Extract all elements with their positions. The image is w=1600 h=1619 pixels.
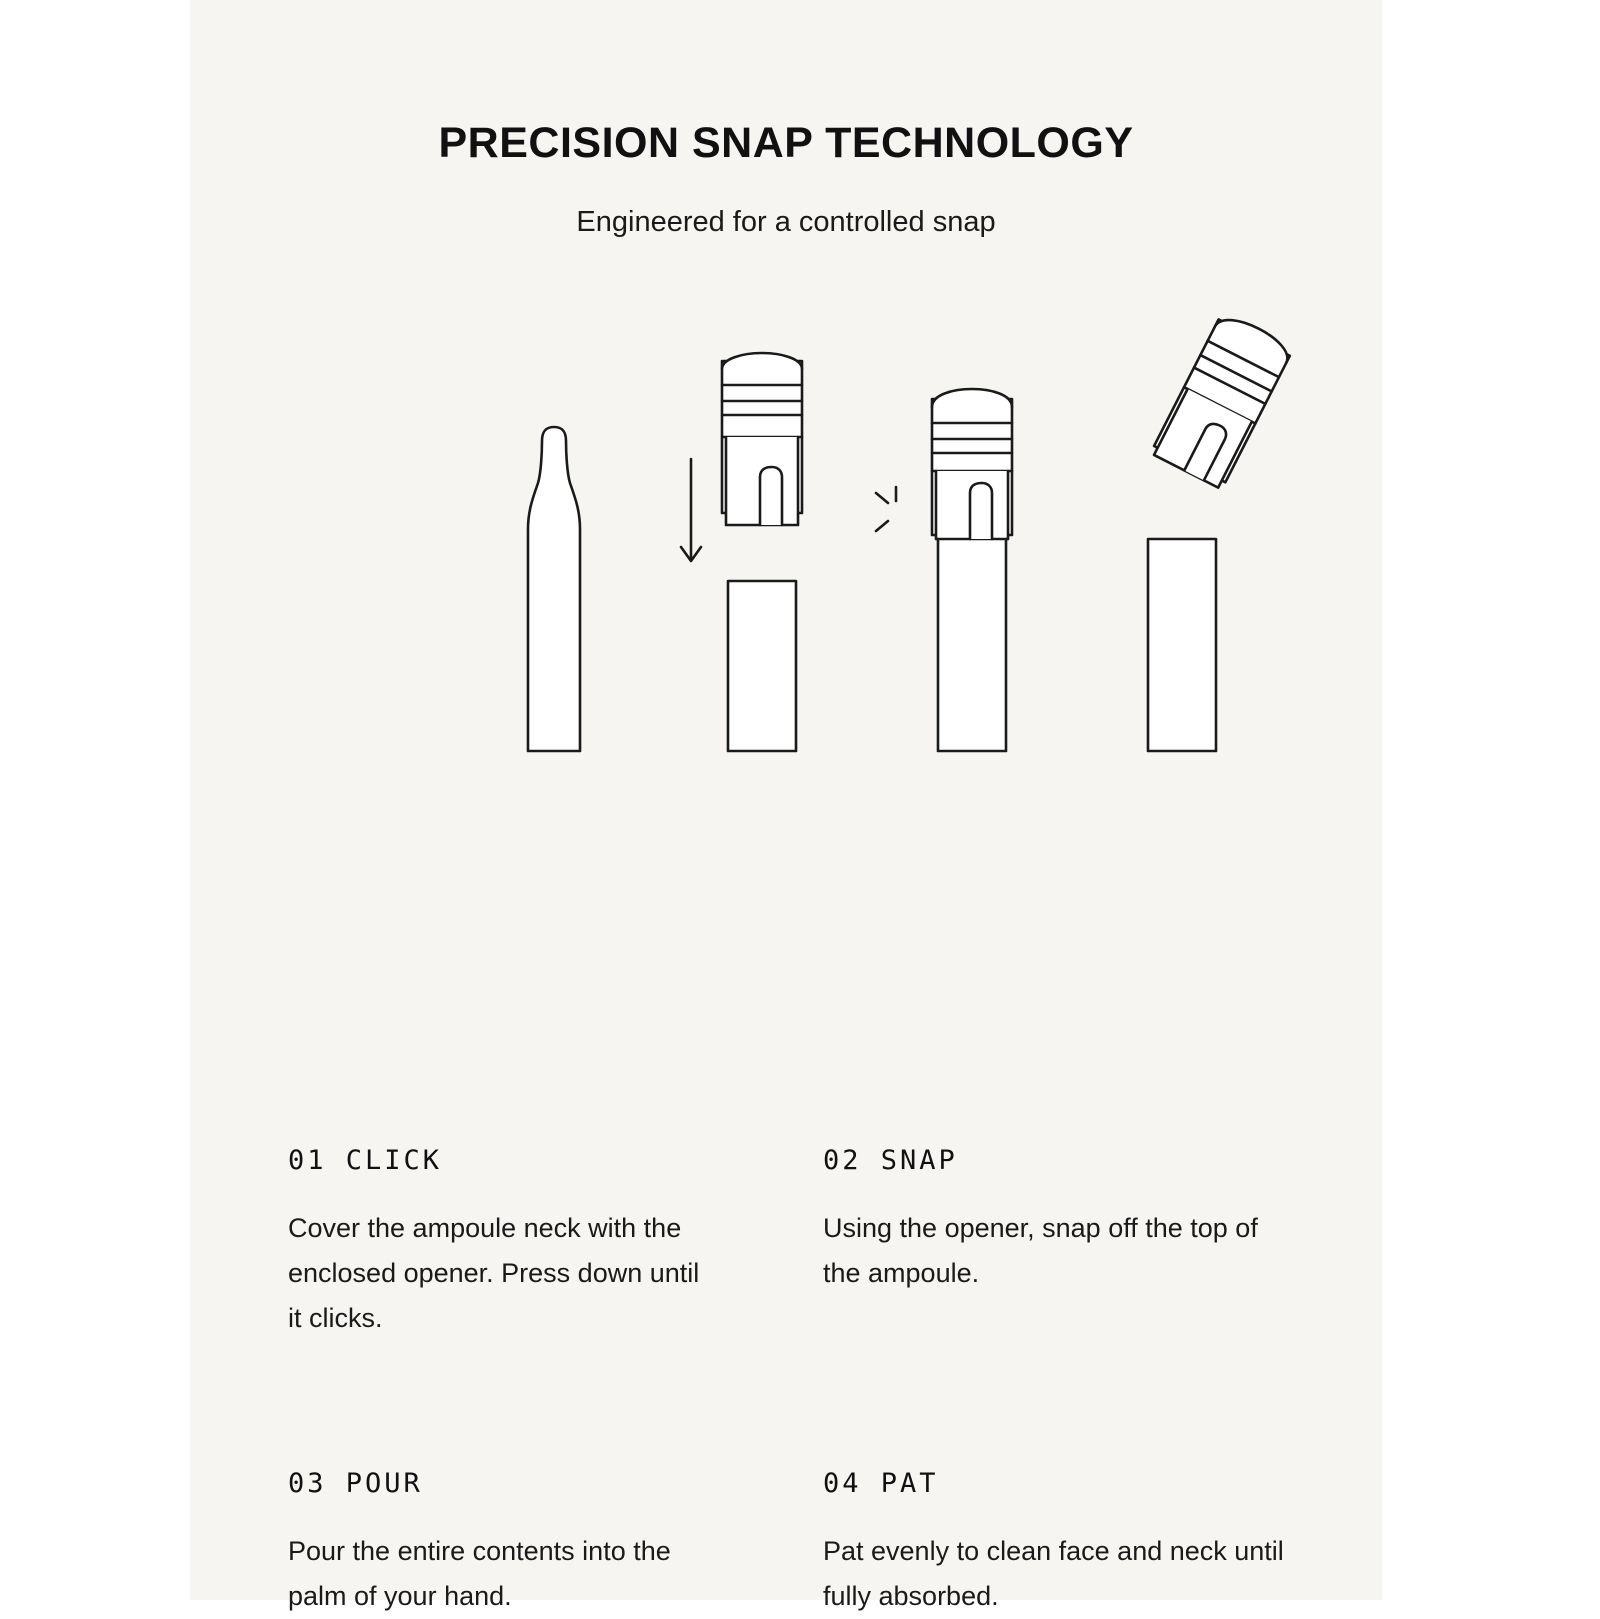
step-item-pat <box>823 1468 1288 1619</box>
step-description: Cover the ampoule neck with the enclosed opener. Press down until it clicks. <box>288 1213 700 1333</box>
ampoule-snap-diagram <box>190 281 1382 811</box>
step-label: 03 POUR <box>288 1468 423 1500</box>
step-description: Pat evenly to clean face and neck until fully absorbed. <box>823 1536 1284 1612</box>
figure-snapped-top <box>1148 310 1294 750</box>
figure-opener-clicked <box>932 389 1012 751</box>
snap-motion-marks <box>876 487 896 531</box>
figure-opener-pressed <box>681 353 802 751</box>
header <box>190 0 1382 239</box>
step-item-snap <box>823 1145 1288 1340</box>
figure-sealed-ampoule <box>528 427 580 751</box>
steps-grid <box>288 1145 1288 1619</box>
step-label: 04 PAT <box>823 1468 939 1500</box>
step-label: 02 SNAP <box>823 1145 958 1176</box>
poster-canvas <box>190 0 1382 1612</box>
step-description: Using the opener, snap off the top of the ampoule. <box>823 1213 1258 1288</box>
step-item-pour <box>288 1468 823 1619</box>
page-subtitle: Engineered for a controlled snap <box>576 205 996 238</box>
step-item-click <box>288 1145 823 1340</box>
step-description: Pour the entire contents into the palm of your hand. <box>288 1536 671 1612</box>
down-arrow-icon <box>681 459 701 561</box>
step-label: 01 CLICK <box>288 1145 443 1176</box>
page-title: PRECISION SNAP TECHNOLOGY <box>438 119 1134 167</box>
